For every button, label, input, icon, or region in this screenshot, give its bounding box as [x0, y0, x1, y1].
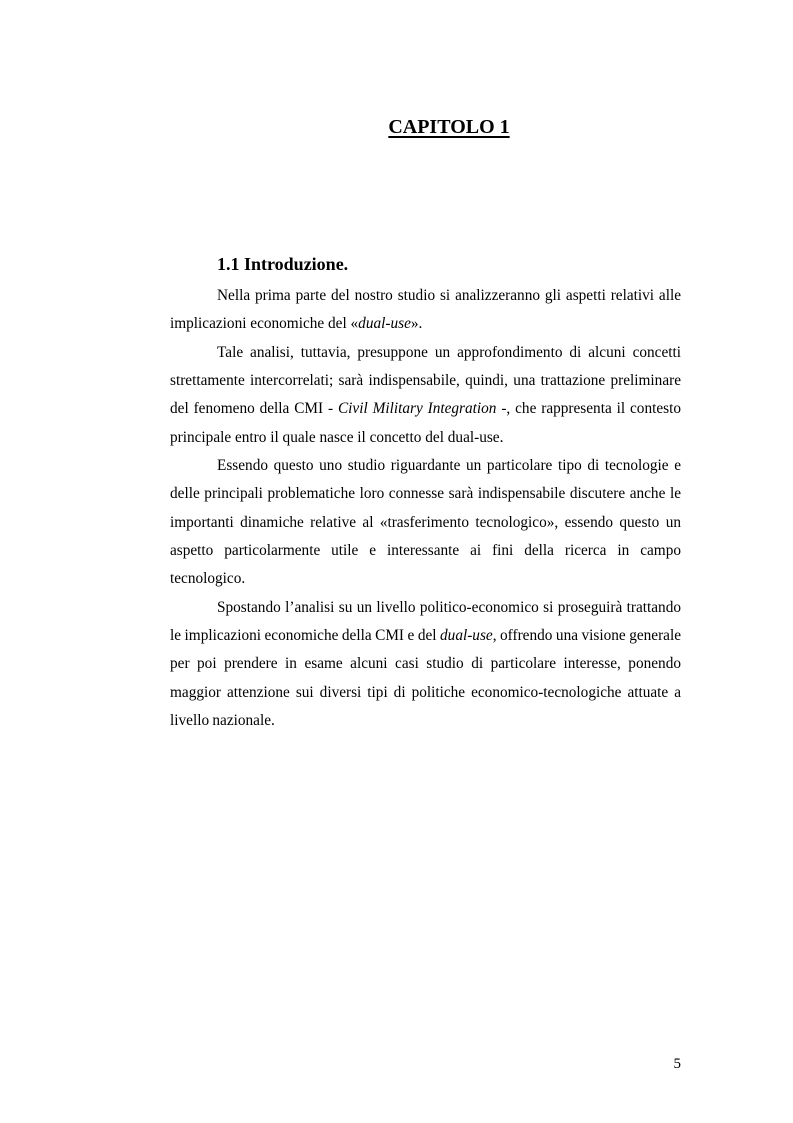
- paragraph-1-text: Nella prima parte del nostro studio si analizzeranno gli aspetti relativi alle implicazioni economiche del «: [170, 287, 681, 333]
- paragraph-2: [170, 339, 681, 452]
- paragraph-2-text: Tale analisi, tuttavia, presuppone un approfondimento di alcuni concetti strettamente intercorrelati; sarà indispensabile, quindi, una trattazione preliminare del fenomeno della CMI -: [170, 343, 681, 418]
- paragraph-1-italic-term: dual-use: [358, 315, 411, 333]
- paragraph-4-text: Spostando l’analisi su un livello politico-economico si proseguirà trattando le implicazioni economiche della CMI e del: [170, 598, 681, 645]
- paragraph-1: [170, 282, 681, 339]
- paragraph-2-end: -, che rappresenta il contesto principale entro il quale nasce il concetto del dual-use.: [170, 400, 681, 446]
- paragraph-4: [170, 594, 681, 736]
- paragraph-4-italic-term: dual-use: [440, 627, 493, 645]
- body-text: [170, 282, 681, 736]
- paragraph-1-end: ».: [410, 315, 423, 333]
- paragraph-4-end: , offrendo una visione generale per poi prendere in esame alcuni casi studio di particolare interesse, ponendo maggior attenzione sui diversi tipi di politiche economico-tecnologiche attuate a livello nazionale.: [170, 627, 681, 730]
- section-heading: 1.1 Introduzione.: [217, 254, 349, 274]
- paragraph-3: [170, 452, 681, 594]
- chapter-title: CAPITOLO 1: [388, 116, 510, 138]
- paragraph-2-italic-term: Civil Military Integration: [337, 400, 497, 418]
- paragraph-3-text: Essendo questo uno studio riguardante un particolare tipo di tecnologie e delle principali problematiche loro connesse sarà indispensabile discutere anche le importanti dinamiche relative al «trasferimento tecnologico», essendo questo un aspetto particolarmente utile e interessante ai fini della ricerca in campo tecnologico.: [170, 457, 681, 588]
- page-number: 5: [673, 1056, 681, 1072]
